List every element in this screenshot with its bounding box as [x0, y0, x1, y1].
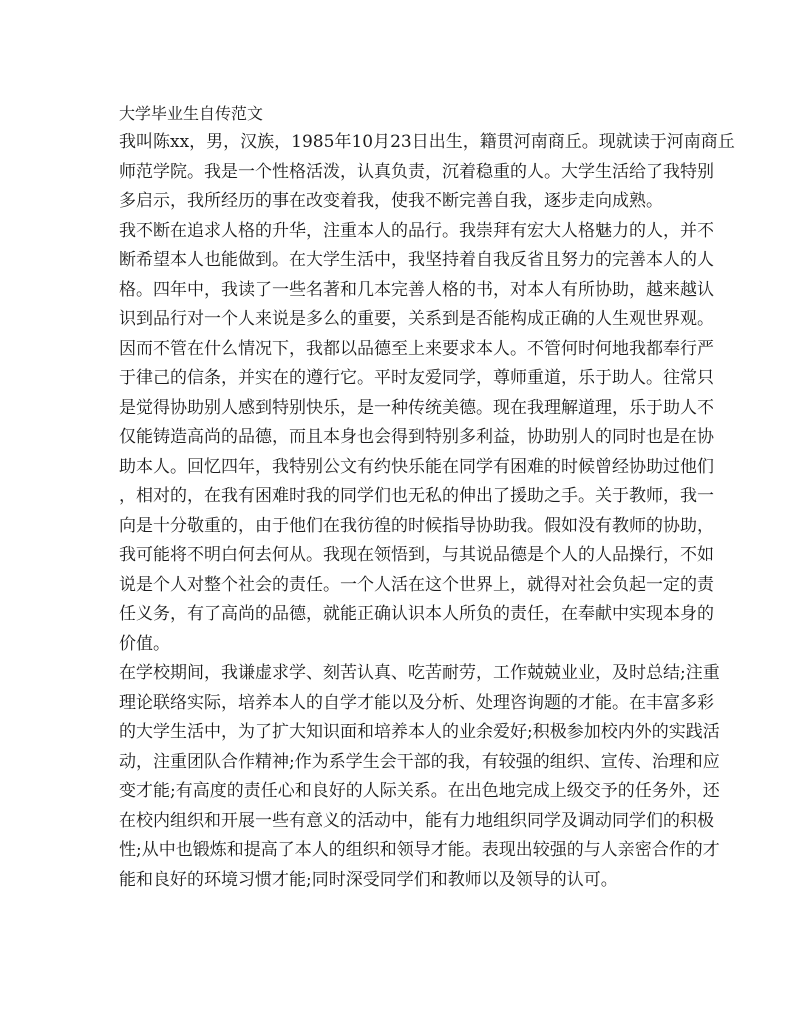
text-line: 说是个人对整个社会的责任。一个人活在这个世界上，就得对社会负起一定的责 [119, 574, 714, 595]
document-page [119, 100, 735, 895]
text-line: 变才能;有高度的责任心和良好的人际关系。在出色地完成上级交予的任务外，还 [119, 781, 720, 801]
text-line: 向是十分敬重的，由于他们在我彷徨的时候指导协助我。假如没有教师的协助， [119, 515, 714, 536]
text-line: 价值。 [119, 633, 170, 654]
text-line: 于律己的信条，并实在的遵行它。平时友爱同学，尊师重道，乐于助人。往常只 [119, 368, 714, 388]
paragraph-school [119, 659, 720, 895]
text-line: 能和良好的环境习惯才能;同时深受同学们和教师以及领导的认可。 [119, 869, 618, 890]
text-line: 格。四年中，我读了一些名著和几本完善人格的书，对本人有所协助，越来越认 [119, 279, 714, 300]
text-line: 在学校期间，我谦虚求学、刻苦认真、吃苦耐劳，工作兢兢业业，及时总结;注重 [119, 663, 720, 683]
paragraph-intro [119, 128, 735, 217]
text-line: 的大学生活中，为了扩大知识面和培养本人的业余爱好;积极参加校内外的实践活 [119, 722, 720, 742]
text-line: 我叫陈xx，男，汉族，1985年10月23日出生，籍贯河南商丘。现就读于河南商丘 [119, 132, 735, 152]
text-line: 我不断在追求人格的升华，注重本人的品行。我崇拜有宏大人格魅力的人，并不 [119, 220, 714, 241]
text-line: 断希望本人也能做到。在大学生活中，我坚持着自我反省且努力的完善本人的人 [119, 250, 714, 270]
document-title: 大学毕业生自传范文 [119, 104, 264, 123]
text-line: 性;从中也锻炼和提高了本人的组织和领导才能。表现出较强的与人亲密合作的才 [119, 840, 720, 860]
text-line: 任义务，有了高尚的品德，就能正确认识本人所负的责任，在奉献中实现本身的 [119, 604, 714, 624]
text-line: 多启示，我所经历的事在改变着我，使我不断完善自我，逐步走向成熟。 [119, 191, 663, 211]
text-line: 动，注重团队合作精神;作为系学生会干部的我，有较强的组织、宣传、治理和应 [119, 751, 720, 772]
text-line: 在校内组织和开展一些有意义的活动中，能有力地组织同学及调动同学们的积极 [119, 810, 714, 831]
paragraph-character [119, 217, 714, 660]
text-line: 识到品行对一个人来说是多么的重要，关系到是否能构成正确的人生观世界观。 [119, 309, 714, 329]
text-line: 仅能铸造高尚的品德，而且本身也会得到特别多利益，协助别人的同时也是在协 [119, 427, 714, 447]
text-line: 理论联络实际，培养本人的自学才能以及分析、处理咨询题的才能。在丰富多彩 [119, 692, 714, 713]
text-line: 我可能将不明白何去何从。我现在领悟到，与其说品德是个人的人品操行，不如 [119, 545, 714, 565]
text-line: ，相对的，在我有困难时我的同学们也无私的伸出了援助之手。关于教师，我一 [119, 486, 714, 506]
text-line: 师范学院。我是一个性格活泼，认真负责，沉着稳重的人。大学生活给了我特别 [119, 161, 714, 182]
text-line: 因而不管在什么情况下，我都以品德至上来要求本人。不管何时何地我都奉行严 [119, 338, 714, 359]
text-line: 是觉得协助别人感到特别快乐，是一种传统美德。现在我理解道理，乐于助人不 [119, 397, 714, 418]
text-line: 助本人。回忆四年，我特别公文有约快乐能在同学有困难的时候曾经协助过他们 [119, 456, 714, 477]
